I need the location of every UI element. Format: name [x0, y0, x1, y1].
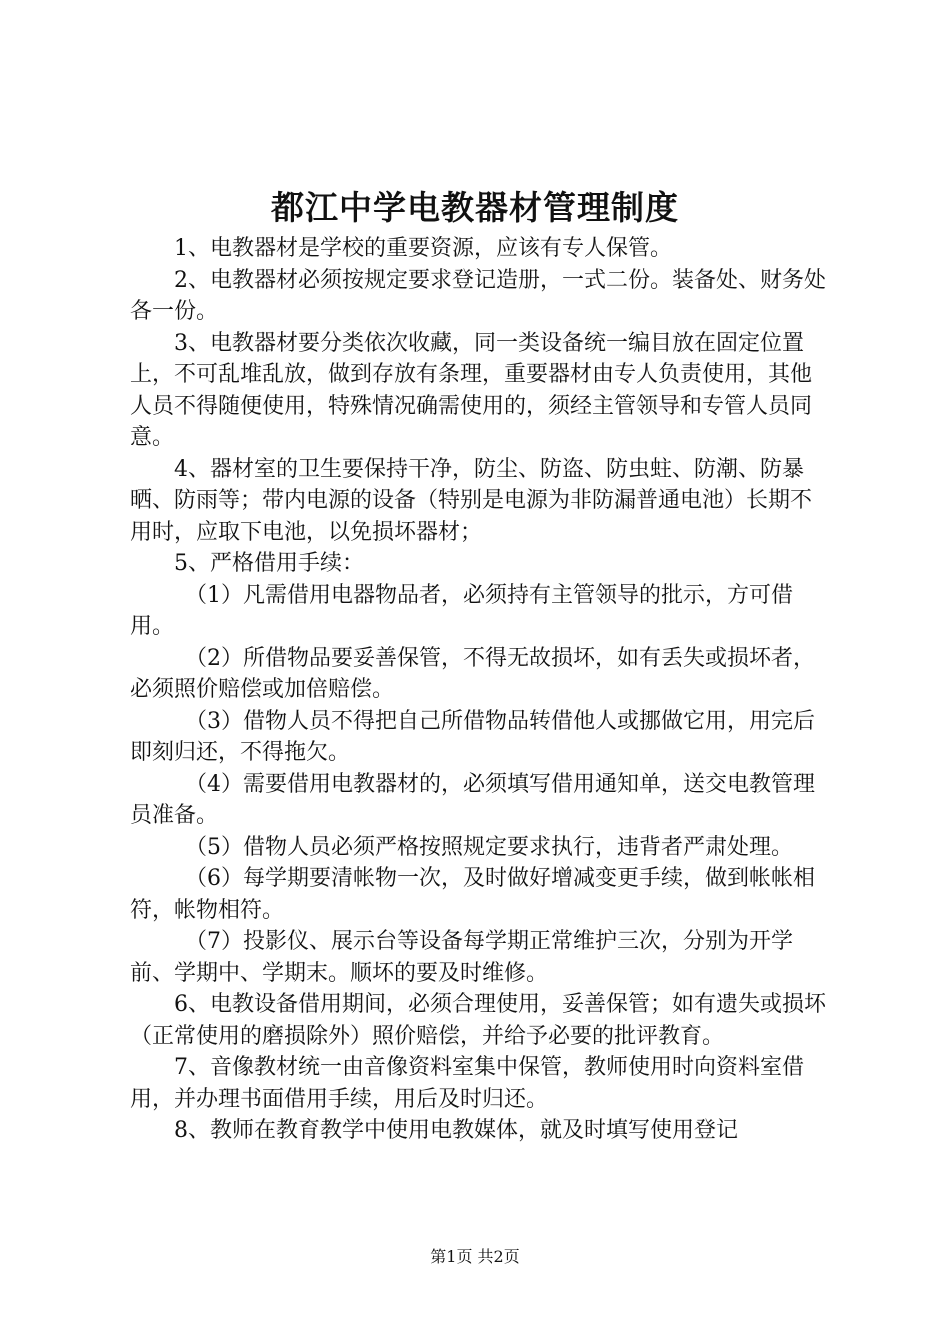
sub-item-1: （1）凡需借用电器物品者，必须持有主管领导的批示，方可借用。 [130, 582, 793, 639]
sub-item-4: （4）需要借用电教器材的，必须填写借用通知单，送交电教管理员准备。 [130, 771, 815, 828]
paragraph-8: 8、教师在教育教学中使用电教媒体，就及时填写使用登记 [174, 1118, 738, 1143]
paragraph-3: 3、电教器材要分类依次收藏，同一类设备统一编目放在固定位置上，不可乱堆乱放，做到存放有条理，重要器材由专人负责使用，其他人员不得随便使用，特殊情况确需使用的，须经主管领导和专管人员同意。 [130, 330, 813, 450]
document-title: 都江中学电教器材管理制度 [271, 188, 679, 227]
paragraph-2: 2、电教器材必须按规定要求登记造册，一式二份。装备处、财务处各一份。 [130, 267, 826, 324]
page-footer: 第1页 共2页 [430, 1247, 520, 1266]
sub-item-3: （3）借物人员不得把自己所借物品转借他人或挪做它用，用完后即刻归还，不得拖欠。 [130, 708, 815, 765]
sub-item-2: （2）所借物品要妥善保管，不得无故损坏，如有丢失或损坏者，必须照价赔偿或加倍赔偿。 [130, 645, 815, 702]
paragraph-4: 4、器材室的卫生要保持干净，防尘、防盗、防虫蛀、防潮、防暴晒、防雨等；带内电源的设备（特别是电源为非防漏普通电池）长期不用时，应取下电池，以免损坏器材； [130, 456, 813, 545]
paragraph-1: 1、电教器材是学校的重要资源，应该有专人保管。 [174, 236, 672, 261]
sub-item-6: （6）每学期要清帐物一次，及时做好增减变更手续，做到帐帐相符，帐物相符。 [130, 866, 815, 923]
paragraph-5: 5、严格借用手续： [174, 551, 364, 576]
paragraph-7: 7、音像教材统一由音像资料室集中保管，教师使用时向资料室借用，并办理书面借用手续，用后及时归还。 [130, 1055, 804, 1112]
sub-item-5: （5）借物人员必须严格按照规定要求执行，违背者严肃处理。 [185, 834, 793, 860]
document-body [130, 233, 830, 1147]
sub-item-7: （7）投影仪、展示台等设备每学期正常维护三次，分别为开学前、学期中、学期末。顺坏的要及时维修。 [130, 929, 793, 986]
paragraph-6: 6、电教设备借用期间，必须合理使用，妥善保管；如有遗失或损坏（正常使用的磨损除外）照价赔偿，并给予必要的批评教育。 [130, 992, 826, 1049]
